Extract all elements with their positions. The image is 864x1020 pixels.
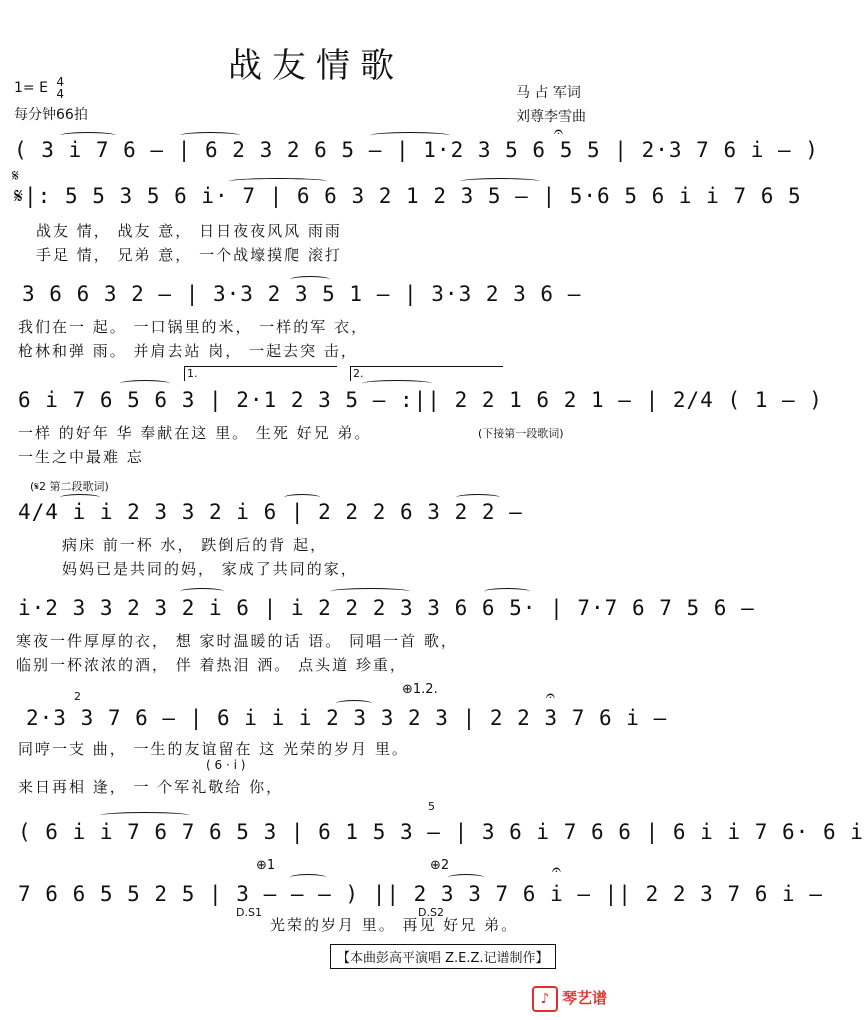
lyric-row-6a: 寒夜一件厚厚的衣， 想 家时温暖的话 语。 同唱一首 歌， [16,632,458,650]
slur [120,380,170,387]
coda-1: ⊕1 [256,858,276,873]
coda-2: ⊕2 [430,858,450,873]
page-title: 战友情歌 [228,46,404,86]
second-verse-label: (𝄋2 第二段歌词) [30,480,109,493]
dynamic-5: 5 [428,800,435,813]
lyric-row-7b: 来日再相 逢， 一 个军礼敬给 你， [18,778,284,796]
score-row-7: 2·3 3 7 6 — | 6 i i i 2 3 3 2 3 | 2 2 3 7 6 i — [26,706,668,730]
intro-fermata: 𝄐 [554,122,563,141]
lyric-row-2b: 手足 情， 兄弟 意， 一个战壕摸爬 滚打 [36,246,342,264]
score-row-9: 7 6 6 5 5 2 5 | 3 — — — ) || 2 3 3 7 6 i — || 2 2 3 7 6 i — [18,882,823,906]
slur [370,132,450,139]
lyric-row-4b: 一生之中最难 忘 [18,448,144,466]
fermata-row-7: 𝄐 [546,686,555,705]
time-signature: 4 4 [56,75,65,101]
slur [290,874,326,881]
slur [362,380,432,387]
lyric-row-4a: 一样 的好年 华 奉献在这 里。 生死 好兄 弟。 [18,424,372,442]
slur [100,812,190,819]
slur [60,132,116,139]
slur [284,494,320,501]
score-row-5: 4/4 i i 2 3 3 2 i 6 | 2 2 2 6 3 2 2 — [18,500,523,524]
lyric-row-3b: 枪林和弹 雨。 并肩去站 岗， 一起去突 击， [18,342,358,360]
lyric-row-2a: 战友 情， 战友 意， 日日夜夜风风 雨雨 [36,222,342,240]
score-row-6: i·2 3 3 2 3 2 i 6 | i 2 2 2 3 3 6 6 5· | 7·7 6 7 5 6 — [18,596,755,620]
lyric-row-5a: 病床 前一杯 水， 跌倒后的背 起， [62,536,328,554]
ds1-label: D.S1 [236,906,262,919]
score-row-3: 3 6 6 3 2 — | 3·3 2 3 5 1 — | 3·3 2 3 6 — [22,282,582,306]
lyric-row-7a: 同哼一支 曲， 一生的友谊留在 这 光荣的岁月 里。 [18,740,409,758]
lyric-row-3a: 我们在一 起。 一口锅里的米， 一样的军 衣， [18,318,369,336]
composer: 刘尊李雪曲 [516,109,586,125]
key-signature [14,76,64,100]
site-logo: ♪ 琴艺谱 [532,986,607,1012]
slur [460,178,540,185]
coda-12: ⊕1.2. [402,682,438,697]
slur [180,132,240,139]
lyric-row-9: 光荣的岁月 里。 再见 好兄 弟。 [270,916,519,934]
slur [228,178,328,185]
score-row-8: ( 6 i i 7 6 7 6 5 3 | 6 1 5 3 — | 3 6 i 7 6 6 | 6 i i 7 6· 6 i [18,820,864,844]
segno-sign: 𝄋 [12,166,19,185]
slur [456,494,500,501]
tempo: 每分钟66拍 [14,107,88,123]
slur [60,494,100,501]
score-row-2: 𝄋|: 5 5 3 5 6 i· 7 | 6 6 3 2 1 2 3 5 — | 5·6 5 6 i i 7 6 5 [14,184,802,208]
credit-box: 【本曲彭高平演唱 Z.E.Z.记谱制作】 [330,944,556,969]
dynamic-2: 2 [74,690,81,703]
score-row-4: 6 i 7 6 5 6 3 | 2·1 2 3 5 — :|| 2 2 1 6 2 1 — | 2/4 ( 1 — ) [18,388,823,412]
lyricist: 马 占 军词 [516,85,581,101]
slur [448,874,484,881]
fermata-end: 𝄐 [552,860,561,879]
ds2-label: D.S2 [418,906,444,919]
slur [336,700,372,707]
slur [484,588,530,595]
slur [290,276,330,283]
grace-note: ( 6 · i ) [206,758,246,772]
slur [180,588,224,595]
key-label: 1= E [14,80,48,96]
volta-1: 1. [184,366,337,381]
logo-mark-icon: ♪ [532,986,558,1012]
volta-2: 2. [350,366,503,381]
score-row-1: ( 3 i 7 6 — | 6 2 3 2 6 5 — | 1·2 3 5 6 5 5 | 2·3 7 6 i — ) [14,138,819,162]
next-verse-note: (下接第一段歌词) [478,427,564,440]
lyric-row-5b: 妈妈已是共同的妈， 家成了共同的家， [62,560,358,578]
slur [330,588,410,595]
lyric-row-6b: 临别一杯浓浓的酒， 伴 着热泪 洒。 点头道 珍重， [16,656,407,674]
